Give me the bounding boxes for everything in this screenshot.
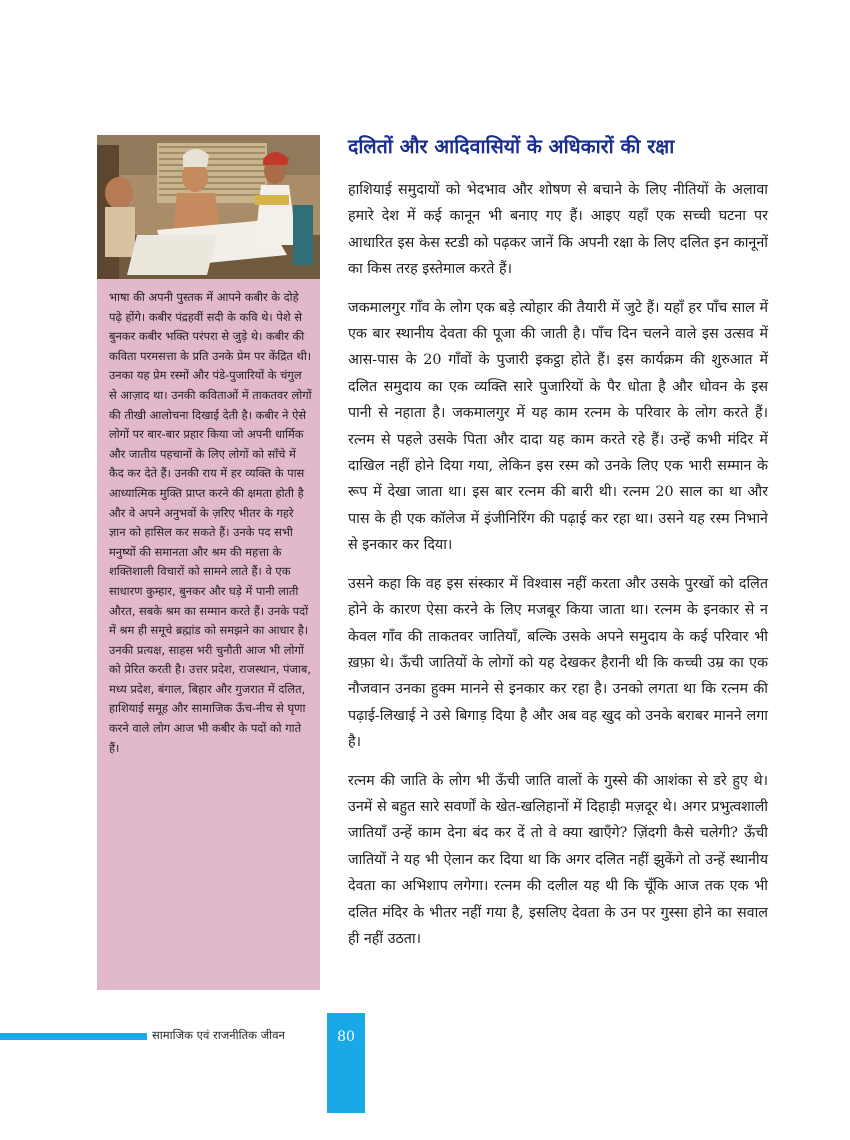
paragraph: जकमालगुर गाँव के लोग एक बड़े त्योहार की तैयारी में जुटे हैं। यहाँ हर पाँच साल में एक बार स्थानीय देवता की पूजा की जाती है। पाँच दिन चलने वाले इस उत्सव में आस-पास के 20 गाँवों के पुजारी इकट्ठा होते हैं। इस कार्यक्रम की शुरुआत में दलित समुदाय का एक व्यक्ति सारे पुजारियों के पैर धोता है और धोवन के इस पानी से नहाता है। जकमालगुर में यह काम रत्नम के परिवार के लोग करते हैं। रत्नम से पहले उसके पिता और दादा यह काम करते रहे हैं। उन्हें कभी मंदिर में दाखिल नहीं होने दिया गया, लेकिन इस रस्म को उनके लिए एक भारी सम्मान के रूप में देखा जाता था। इस बार रत्नम की बारी थी। रत्नम 20 साल का था और पास के ही एक कॉलेज में इंजीनिरिंग की पढ़ाई कर रहा था। उसने यह रस्म निभाने से इनकार कर दिया। [348, 299, 768, 554]
main-content [348, 133, 768, 964]
paragraph: रत्नम की जाति के लोग भी ऊँची जाति वालों के गुस्से की आशंका से डरे हुए थे। उनमें से बहुत सारे सवर्णों के खेत-खलिहानों में दिहाड़ी मज़दूर थे। अगर प्रभुत्वशाली जातियाँ उन्हें काम देना बंद कर दें तो वे क्या खाएँगे? ज़िंदगी कैसे चलेगी? ऊँची जातियों ने यह भी ऐलान कर दिया था कि अगर दलित नहीं झुकेंगे तो उन्हें स्थानीय देवता का अभिशाप लगेगा। रत्नम की दलील यह थी कि चूँकि आज तक एक भी दलित मंदिर के भीतर नहीं गया है, इसलिए देवता के उन पर गुस्सा होने का सवाल ही नहीं उठता। [348, 772, 768, 947]
page-number-tab [327, 1013, 365, 1113]
kabir-description: भाषा की अपनी पुस्तक में आपने कबीर के दोहे पढ़े होंगे। कबीर पंद्रहवीं सदी के कवि थे। पेशे से बुनकर कबीर भक्ति परंपरा से जुड़े थे। कबीर की कविता परमसत्ता के प्रति उनके प्रेम पर केंद्रित थी। उनका यह प्रेम रस्मों और पंडे-पुजारियों के चंगुल से आज़ाद था। उनकी कविताओं में ताकतवर लोगों की तीखी आलोचना दिखाई देती है। कबीर ने ऐसे लोगों पर बार-बार प्रहार किया जो अपनी धार्मिक और जातीय पहचानों के लिए लोगों को साँचे में कैद कर देते हैं। उनकी राय में हर व्यक्ति के पास आध्यात्मिक मुक्ति प्राप्त करने की क्षमता होती है और वे अपने अनुभवों के ज़रिए भीतर के गहरे ज्ञान को हासिल कर सकते हैं। उनके पद सभी मनुष्यों की समानता और श्रम की महत्ता के शक्तिशाली विचारों को सामने लाते हैं। वे एक साधारण कुम्हार, बुनकर और घड़े में पानी लाती औरत, सबके श्रम का सम्मान करते हैं। उनके पदों में श्रम ही समूचे ब्रह्मांड को समझने का आधार है। उनकी प्रत्यक्ष, साहस भरी चुनौती आज भी लोगों को प्रेरित करती है। उत्तर प्रदेश, राजस्थान, पंजाब, मध्य प्रदेश, बंगाल, बिहार और गुजरात में दलित, हाशियाई समूह और सामाजिक ऊँच-नीच से घृणा करने वाले लोग आज भी कबीर के पदों को गाते हैं। [109, 290, 312, 755]
footer-rule [0, 1033, 147, 1040]
kabir-illustration [97, 135, 320, 279]
paragraph: हाशियाई समुदायों को भेदभाव और शोषण से बचाने के लिए नीतियों के अलावा हमारे देश में कई कानून भी बनाए गए हैं। आइए यहाँ एक सच्ची घटना पर आधारित इस केस स्टडी को पढ़कर जानें कि अपनी रक्षा के लिए दलित इन कानूनों का किस तरह इस्तेमाल करते हैं। [348, 182, 768, 278]
page-number: 80 [337, 1029, 355, 1045]
kabir-sidebar-box [97, 135, 320, 990]
book-title: सामाजिक एवं राजनीतिक जीवन [152, 1028, 285, 1042]
kabir-weaving-painting [97, 135, 320, 279]
section-heading: दलितों और आदिवासियों के अधिकारों की रक्षा [348, 135, 675, 158]
paragraph: उसने कहा कि वह इस संस्कार में विश्वास नहीं करता और उसके पुरखों को दलित होने के कारण ऐसा करने के लिए मजबूर किया जाता था। रत्नम के इनकार से न केवल गाँव की ताकतवर जातियाँ, बल्कि उसके अपने समुदाय के कई परिवार भी ख़फ़ा थे। ऊँची जातियों के लोगों को यह देखकर हैरानी थी कि कच्ची उम्र का एक नौजवान उनका हुक्म मानने से इनकार कर रहा है। उनको लगता था कि रत्नम की पढ़ाई-लिखाई ने उसे बिगाड़ दिया है और अब वह खुद को उनके बराबर मानने लगा है। [348, 575, 768, 751]
